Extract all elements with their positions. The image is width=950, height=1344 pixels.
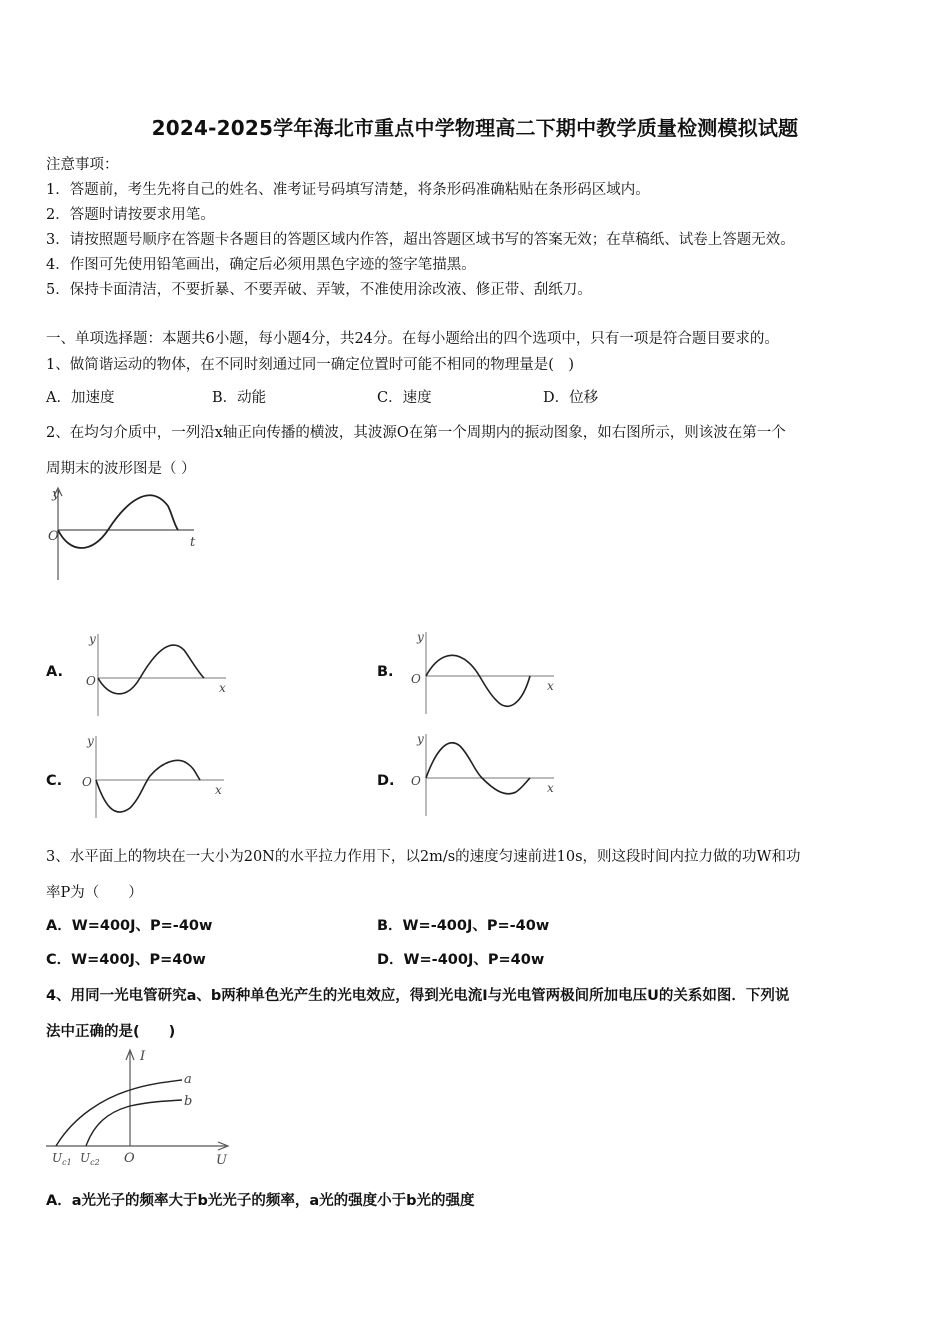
q4-stem-line2: 法中正确的是( ) bbox=[46, 1024, 176, 1040]
q2-option-d-label: D. bbox=[377, 773, 395, 789]
q4-uc2-label: $U_{c2}$ bbox=[80, 1151, 100, 1167]
q2-main-t-label: t bbox=[190, 535, 196, 550]
q2-stem-line2: 周期末的波形图是（ ） bbox=[46, 461, 196, 477]
q2-a-y-label: y bbox=[89, 632, 96, 646]
q4-stem-line1: 4、用同一光电管研究a、b两种单色光产生的光电效应，得到光电流I与光电管两极间所加电压U的关系如图．下列说 bbox=[46, 988, 790, 1004]
q3-option-a: A．W=400J、P=-40w bbox=[46, 918, 213, 934]
q1-stem: 1、做简谐运动的物体，在不同时刻通过同一确定位置时可能不相同的物理量是( ) bbox=[46, 357, 575, 373]
q2-d-origin: O bbox=[411, 774, 421, 788]
q2-option-b-label: B. bbox=[377, 664, 394, 680]
q1-option-b: B．动能 bbox=[212, 390, 267, 406]
q4-u-label: U bbox=[216, 1153, 227, 1168]
q2-stem-line1: 2、在均匀介质中，一列沿x轴正向传播的横波，其波源O在第一个周期内的振动图象，如右图所示，则该波在第一个 bbox=[46, 425, 786, 441]
q2-option-d-graph bbox=[408, 730, 568, 820]
q4-iu-graph bbox=[44, 1046, 244, 1170]
q2-option-b-graph bbox=[408, 628, 568, 718]
q4-origin-label: O bbox=[124, 1151, 135, 1166]
q2-c-y-label: y bbox=[87, 734, 94, 748]
q4-curve-b-label: b bbox=[184, 1094, 193, 1109]
notice-item-2: 2．答题时请按要求用笔。 bbox=[46, 207, 215, 223]
notice-heading: 注意事项： bbox=[46, 157, 119, 173]
q3-stem-line2: 率P为（ ） bbox=[46, 885, 143, 901]
q3-option-d: D．W=-400J、P=40w bbox=[377, 952, 545, 968]
q2-a-origin: O bbox=[86, 674, 96, 688]
q4-curve-a-label: a bbox=[184, 1072, 192, 1087]
q2-vibration-graph bbox=[44, 484, 204, 584]
q1-option-d: D．位移 bbox=[543, 390, 599, 406]
page-title: 2024-2025学年海北市重点中学物理高二下期中教学质量检测模拟试题 bbox=[151, 116, 799, 140]
q2-option-c-label: C. bbox=[46, 773, 63, 789]
q2-a-x-label: x bbox=[219, 681, 226, 695]
q2-option-a-graph bbox=[80, 630, 240, 720]
q2-d-x-label: x bbox=[547, 781, 554, 795]
q2-main-y-label: y bbox=[52, 487, 60, 502]
notice-item-5: 5．保持卡面清洁，不要折暴、不要弄破、弄皱，不准使用涂改液、修正带、刮纸刀。 bbox=[46, 282, 592, 298]
q2-c-x-label: x bbox=[215, 783, 222, 797]
notice-item-3: 3．请按照题号顺序在答题卡各题目的答题区域内作答，超出答题区域书写的答案无效；在草稿纸、试卷上答题无效。 bbox=[46, 232, 795, 248]
q2-option-a-label: A. bbox=[46, 664, 63, 680]
q2-main-origin-label: O bbox=[48, 529, 59, 544]
q3-option-b: B．W=-400J、P=-40w bbox=[377, 918, 550, 934]
q2-option-c-graph bbox=[78, 732, 238, 822]
q4-i-label: I bbox=[140, 1049, 146, 1064]
q4-uc1-label: $U_{c1}$ bbox=[52, 1151, 72, 1167]
q4-option-a: A．a光光子的频率大于b光光子的频率，a光的强度小于b光的强度 bbox=[46, 1193, 475, 1209]
q2-d-y-label: y bbox=[417, 732, 424, 746]
q2-b-y-label: y bbox=[417, 630, 424, 644]
q1-option-a: A．加速度 bbox=[46, 390, 115, 406]
q2-c-origin: O bbox=[82, 775, 92, 789]
notice-item-4: 4．作图可先使用铅笔画出，确定后必须用黑色字迹的签字笔描黑。 bbox=[46, 257, 476, 273]
q3-option-c: C．W=400J、P=40w bbox=[46, 952, 206, 968]
q3-stem-line1: 3、水平面上的物块在一大小为20N的水平拉力作用下，以2m/s的速度匀速前进10s，则这段时间内拉力做的功W和功 bbox=[46, 849, 801, 865]
q2-b-x-label: x bbox=[547, 679, 554, 693]
q2-b-origin: O bbox=[411, 672, 421, 686]
notice-item-1: 1．答题前，考生先将自己的姓名、准考证号码填写清楚，将条形码准确粘贴在条形码区域内。 bbox=[46, 182, 650, 198]
section-heading: 一、单项选择题：本题共6小题，每小题4分，共24分。在每小题给出的四个选项中，只有一项是符合题目要求的。 bbox=[46, 331, 779, 347]
q1-option-c: C．速度 bbox=[377, 390, 432, 406]
